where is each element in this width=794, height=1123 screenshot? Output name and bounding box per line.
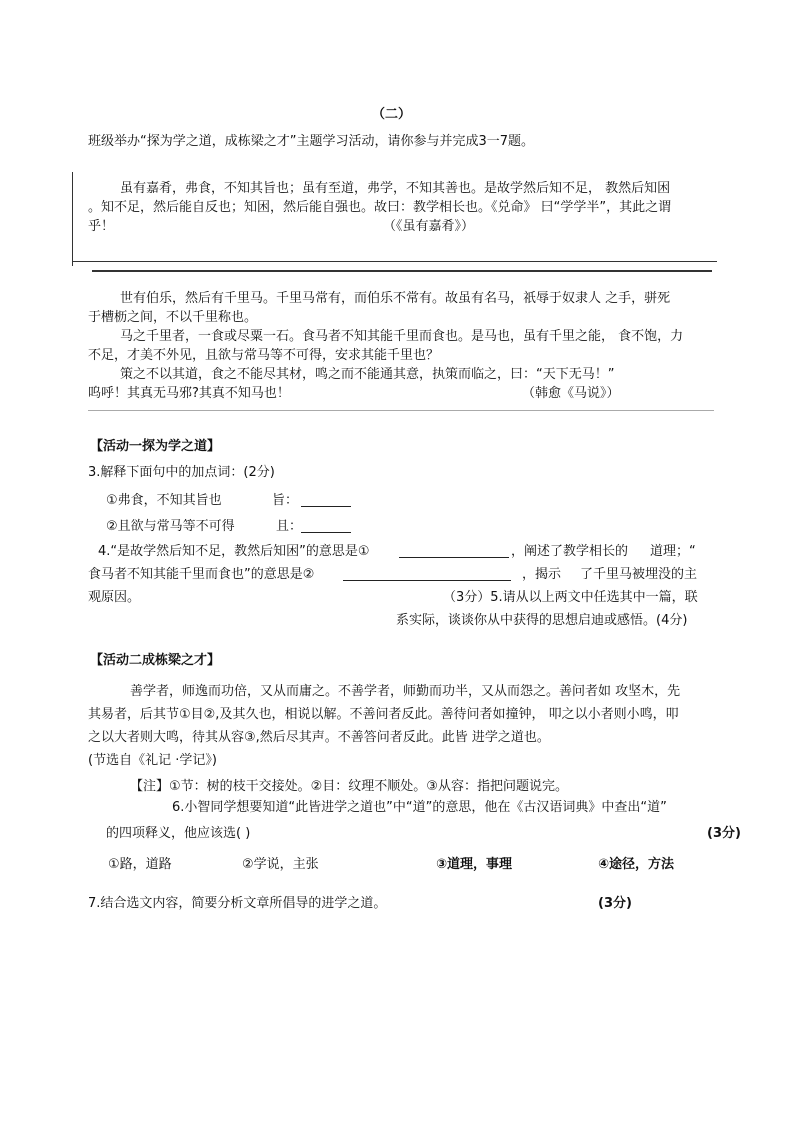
q4-part4: 食马者不知其能千里而食也”的意思是② — [88, 567, 315, 582]
q4-part6: 了千里马被埋没的主 — [580, 567, 698, 582]
q6-option-4[interactable]: ④途径，方法 — [598, 857, 675, 872]
passage1-line2: 。知不足，然后能自反也；知困，然后能自强也。故曰：教学相长也。《兑命》 曰“学学半”，其此之谓 — [88, 200, 672, 215]
passage1-bottom-border — [72, 261, 717, 262]
passage2-source: （韩愈《马说》） — [522, 386, 620, 401]
q4-part5: ，揭示 — [522, 567, 562, 582]
activity2-passage-line2: 其易者，后其节①目②,及其久也，相说以解。不善问者反此。善待问者如撞钟， 叩之以小者则小鸣，叩 — [88, 707, 679, 722]
intro-text: 班级举办“探为学之道，成栋梁之才”主题学习活动，请你参与并完成3一7题。 — [88, 134, 535, 149]
activity2-passage-line1: 善学者，师逸而功倍，又从而庸之。不善学者，师勤而功半，又从而怨之。善问者如 攻坚木，先 — [130, 684, 681, 699]
q7-prompt: 7.结合选文内容，简要分析文章所倡导的进学之道。 — [88, 896, 387, 911]
q4-part3: 道理；“ — [650, 544, 696, 559]
q3b-answer-blank[interactable] — [301, 518, 351, 533]
activity1-heading: 【活动一探为学之道】 — [90, 439, 221, 454]
passage-divider — [92, 270, 712, 272]
passage1-source: （《虽有嘉肴》） — [383, 219, 475, 234]
q4-part1: 4.“是故学然后知不足，教然后知困”的意思是① — [98, 544, 370, 559]
q6-line2: 的四项释义，他应该选( ) — [106, 826, 251, 841]
q4-blank-1[interactable] — [399, 543, 509, 558]
passage2-p2-line1: 马之千里者，一食或尽粟一石。食马者不知其能千里而食也。是马也，虽有千里之能， 食不饱，力 — [120, 329, 684, 344]
q3b-label: 且： — [276, 519, 303, 534]
q6-score: (3分) — [707, 826, 741, 841]
passage1-line3: 乎！ — [88, 219, 115, 234]
passage2-p1-line1: 世有伯乐，然后有千里马。千里马常有，而伯乐不常有。故虽有名马，祇辱于奴隶人 之手，骈死 — [120, 291, 671, 306]
passage1-left-border — [72, 172, 73, 266]
activity2-passage-line3: 之以大者则大鸣，待其从容③,然后尽其声。不善答问者反此。此皆 进学之道也。 — [88, 730, 550, 745]
passage1-line1: 虽有嘉肴，弗食，不知其旨也；虽有至道，弗学，不知其善也。是故学然后知不足， 教然后知困 — [120, 181, 671, 196]
q3-prompt: 3.解释下面句中的加点词：(2分) — [88, 465, 275, 480]
passage2-p3-line2: 呜呼！其真无马邪?其真不知马也！ — [88, 386, 290, 401]
q3a-label: 旨： — [272, 493, 299, 508]
section-title: （二） — [372, 107, 412, 122]
q4-part2: ，阐述了教学相长的 — [511, 544, 629, 559]
passage2-bottom-rule — [88, 410, 714, 411]
passage2-p3-line1: 策之不以其道，食之不能尽其材，鸣之而不能通其意，执策而临之，曰：“天下无马！” — [120, 367, 615, 382]
q6-option-3[interactable]: ③道理，事理 — [436, 857, 513, 872]
activity2-note: 【注】①节：树的枝干交接处。②目：纹理不顺处。③从容：指把问题说完。 — [130, 779, 568, 794]
q4-score-q5-start: （3分）5.请从以上两文中任选其中一篇，联 — [443, 590, 698, 605]
q3b-text: ②且欲与常马等不可得 — [106, 519, 235, 534]
q6-option-1[interactable]: ①路，道路 — [108, 857, 172, 872]
passage2-p2-line2: 不足，才美不外见，且欲与常马等不可得，安求其能千里也？ — [88, 348, 440, 363]
passage2-p1-line2: 于槽枥之间，不以千里称也。 — [88, 310, 258, 325]
q6-line1: 6.小智同学想要知道“此皆进学之道也”中“道”的意思，他在《古汉语词典》中查出“道” — [172, 800, 667, 815]
q3a-answer-blank[interactable] — [301, 492, 351, 507]
activity2-heading: 【活动二成栋梁之才】 — [90, 653, 221, 668]
q6-option-2[interactable]: ②学说，主张 — [242, 857, 319, 872]
activity2-source: (节选自《礼记 ·学记》) — [88, 753, 217, 768]
q4-part7: 观原因。 — [88, 590, 141, 605]
q7-score: (3分) — [598, 896, 632, 911]
q4-blank-2[interactable] — [343, 566, 511, 581]
q3a-text: ①弗食，不知其旨也 — [106, 493, 222, 508]
q5-line2: 系实际，谈谈你从中获得的思想启迪或感悟。(4分) — [396, 613, 688, 628]
